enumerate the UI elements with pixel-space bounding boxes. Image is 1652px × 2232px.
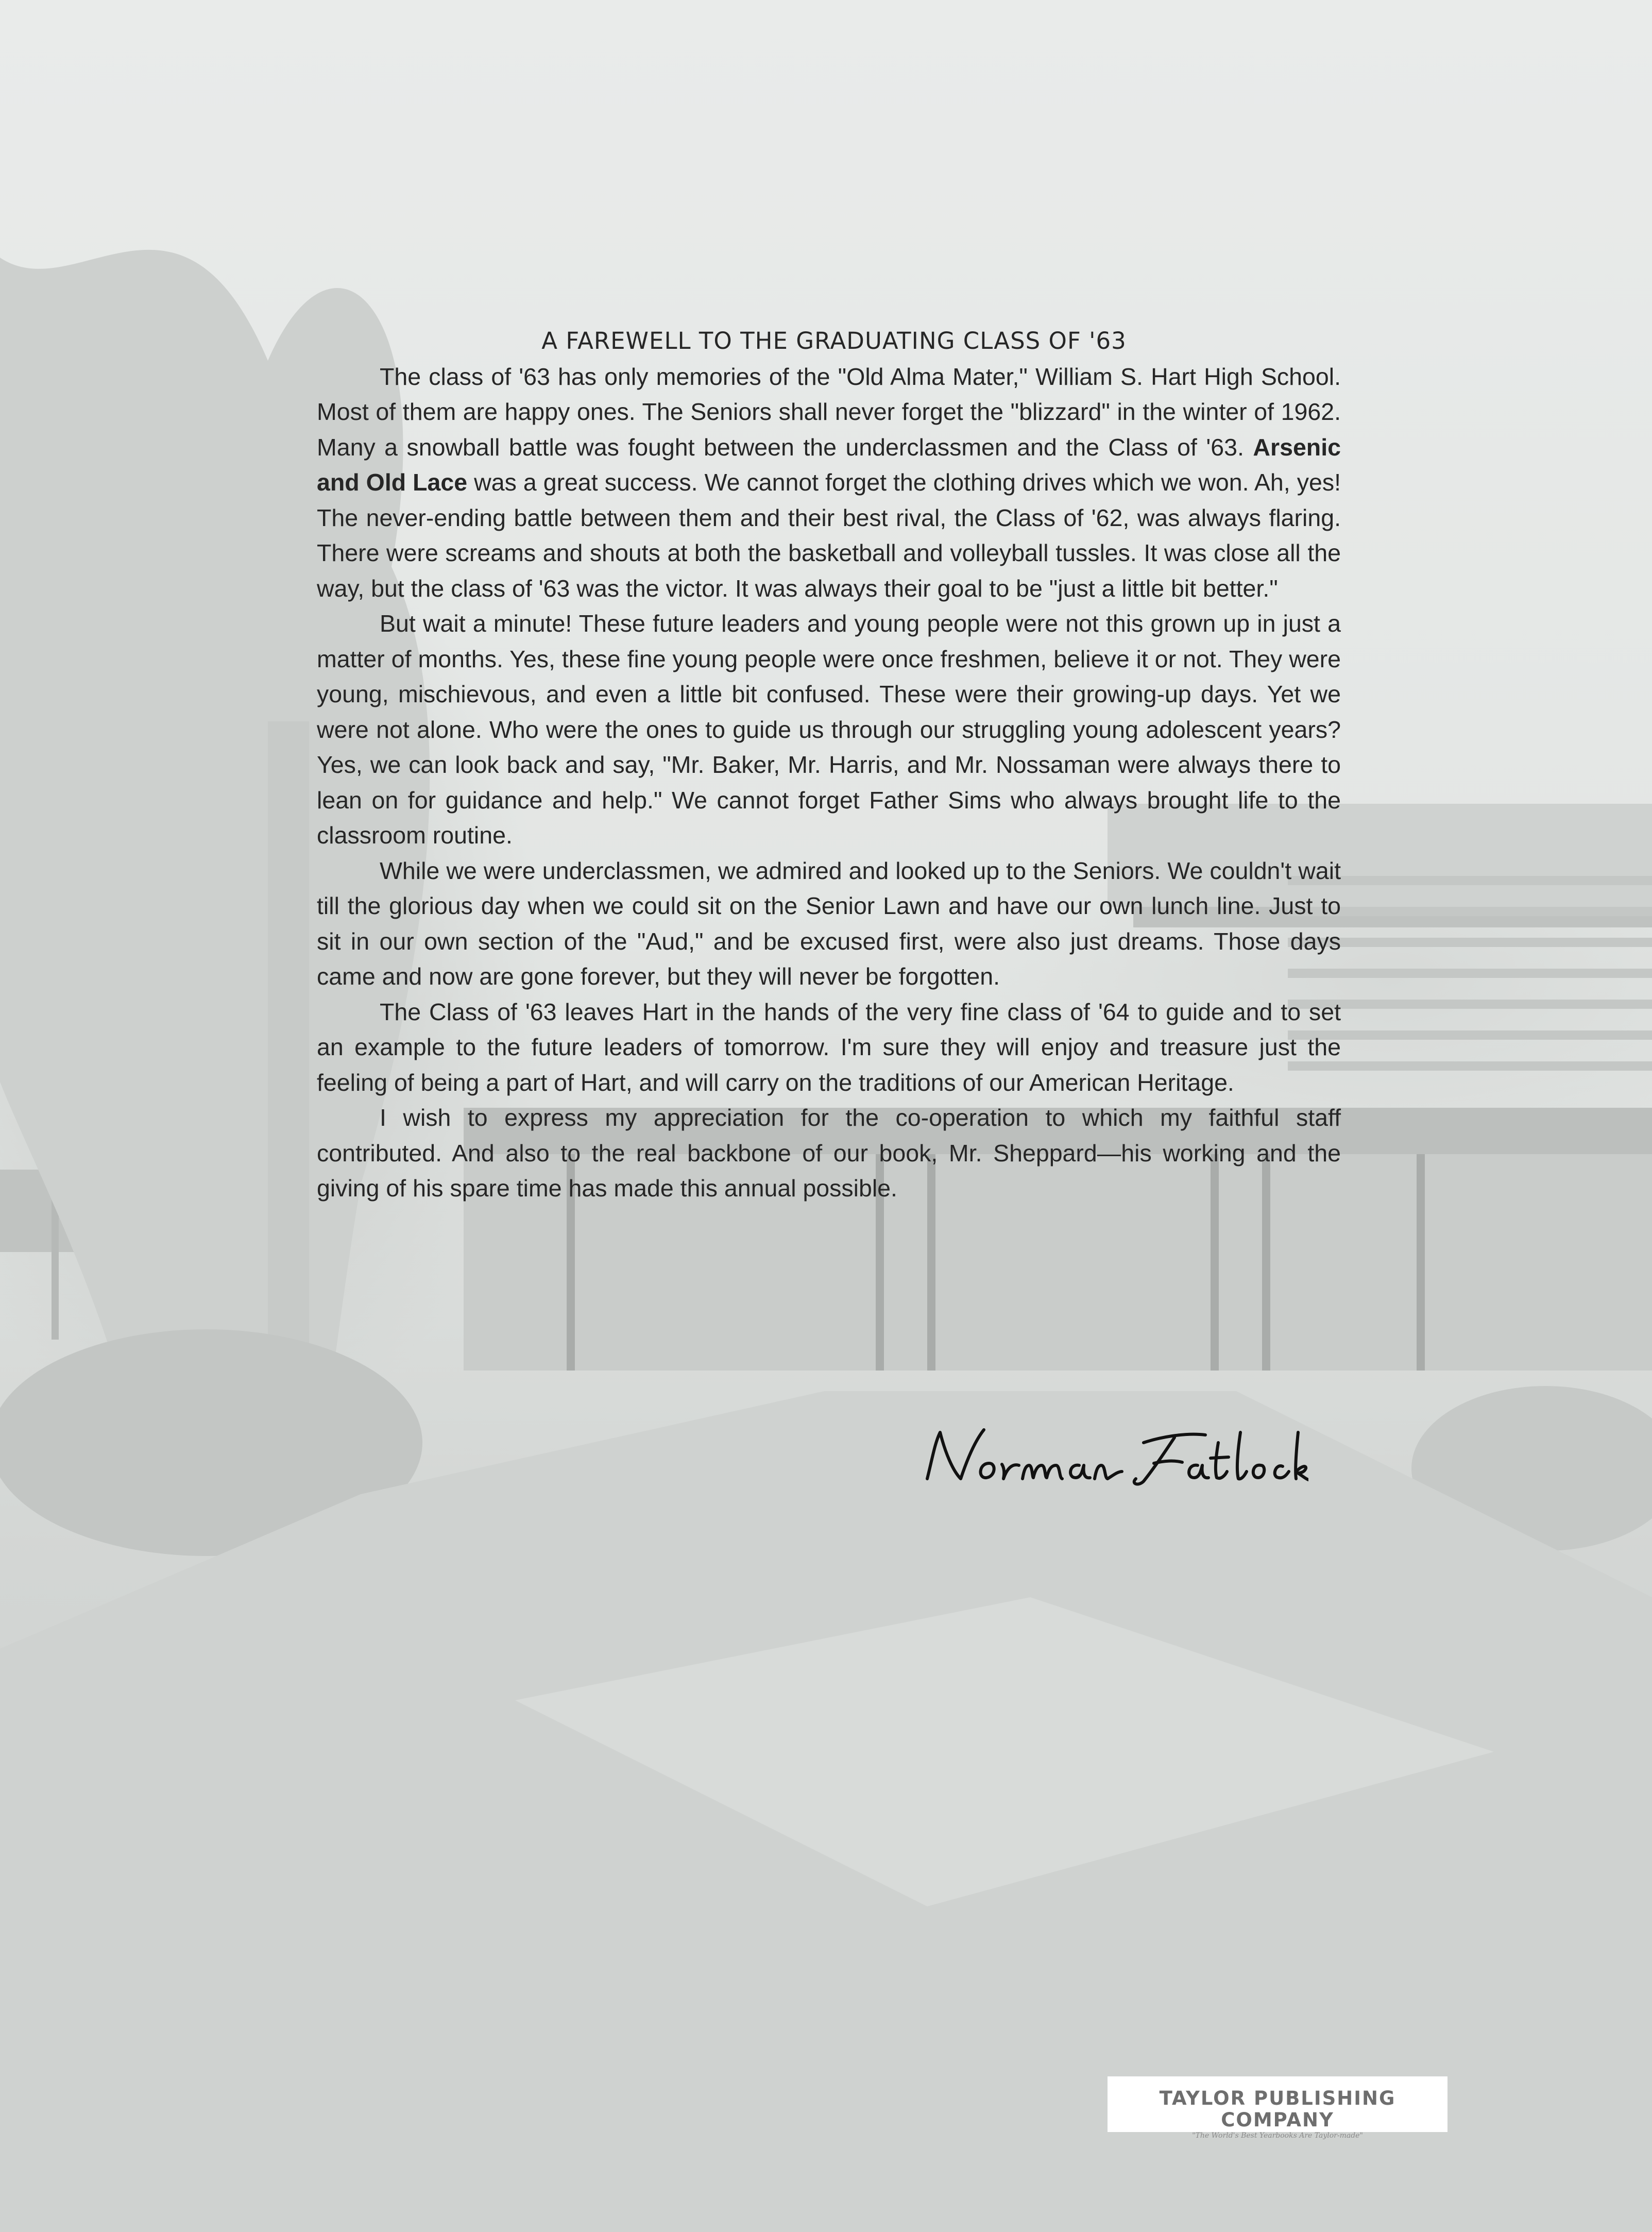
article-paragraph-4: The Class of '63 leaves Hart in the hands of the very fine class of '64 to guide and to set an example to the future leaders of tomorrow. I'm sure they will enjoy and treasure just the feeling of being a part of Hart, and will carry on the traditions of our American Heritage. [317, 998, 1341, 1096]
paragraph-1-text-a: The class of '63 has only memories of the "Old Alma Mater," William S. Hart High School. Most of them are happy ones. The Seniors shall never forget the "blizzard" in the winter of 1962. Many a snowball battle was fought between the underclassmen and the Class of '63. [317, 363, 1341, 461]
editor-signature [917, 1422, 1308, 1494]
article-paragraph-5: I wish to express my appreciation for the co-operation to which my faithful staff contributed. And also to the real backbone of our book, Mr. Sheppard—his working and the giving of his spare time has made this annual possible. [317, 1104, 1341, 1202]
play-title: Arsenic and Old Lace [317, 433, 1341, 496]
publisher-imprint [1108, 2076, 1447, 2140]
publisher-name: TAYLOR PUBLISHING COMPANY [1159, 2087, 1396, 2131]
article-paragraph-1 [317, 359, 1341, 606]
article-title: A FAREWELL TO THE GRADUATING CLASS OF '63 [541, 327, 1127, 354]
article-paragraph-2: But wait a minute! These future leaders and young people were not this grown up in just a matter of months. Yes, these fine young people were once freshmen, believe it or not. They were young, mischievous, and even a little bit confused. These were their growing-up days. Yet we were not alone. Who were the ones to guide us through our struggling young adolescent years? Yes, we can look back and say, "Mr. Baker, Mr. Harris, and Mr. Nossaman were always there to lean on for guidance and help." We cannot forget Father Sims who always brought life to the classroom routine. [317, 610, 1341, 849]
article-paragraph-3: While we were underclassmen, we admired and looked up to the Seniors. We couldn't wait till the glorious day when we could sit on the Senior Lawn and have our own lunch line. Just to sit in our own section of the "Aud," and be excused first, were also just dreams. Those days came and now are gone forever, but they will never be forgotten. [317, 857, 1341, 990]
publisher-tagline: "The World's Best Yearbooks Are Taylor-made" [1192, 2132, 1363, 2140]
farewell-article [317, 324, 1341, 1206]
paragraph-1-text-b: was a great success. We cannot forget the clothing drives which we won. Ah, yes! The never-ending battle between them and their best rival, the Class of '62, was always flaring. There were screams and shouts at both the basketball and volleyball tussles. It was close all the way, but the class of '63 was the victor. It was always their goal to be "just a little bit better." [317, 469, 1341, 602]
